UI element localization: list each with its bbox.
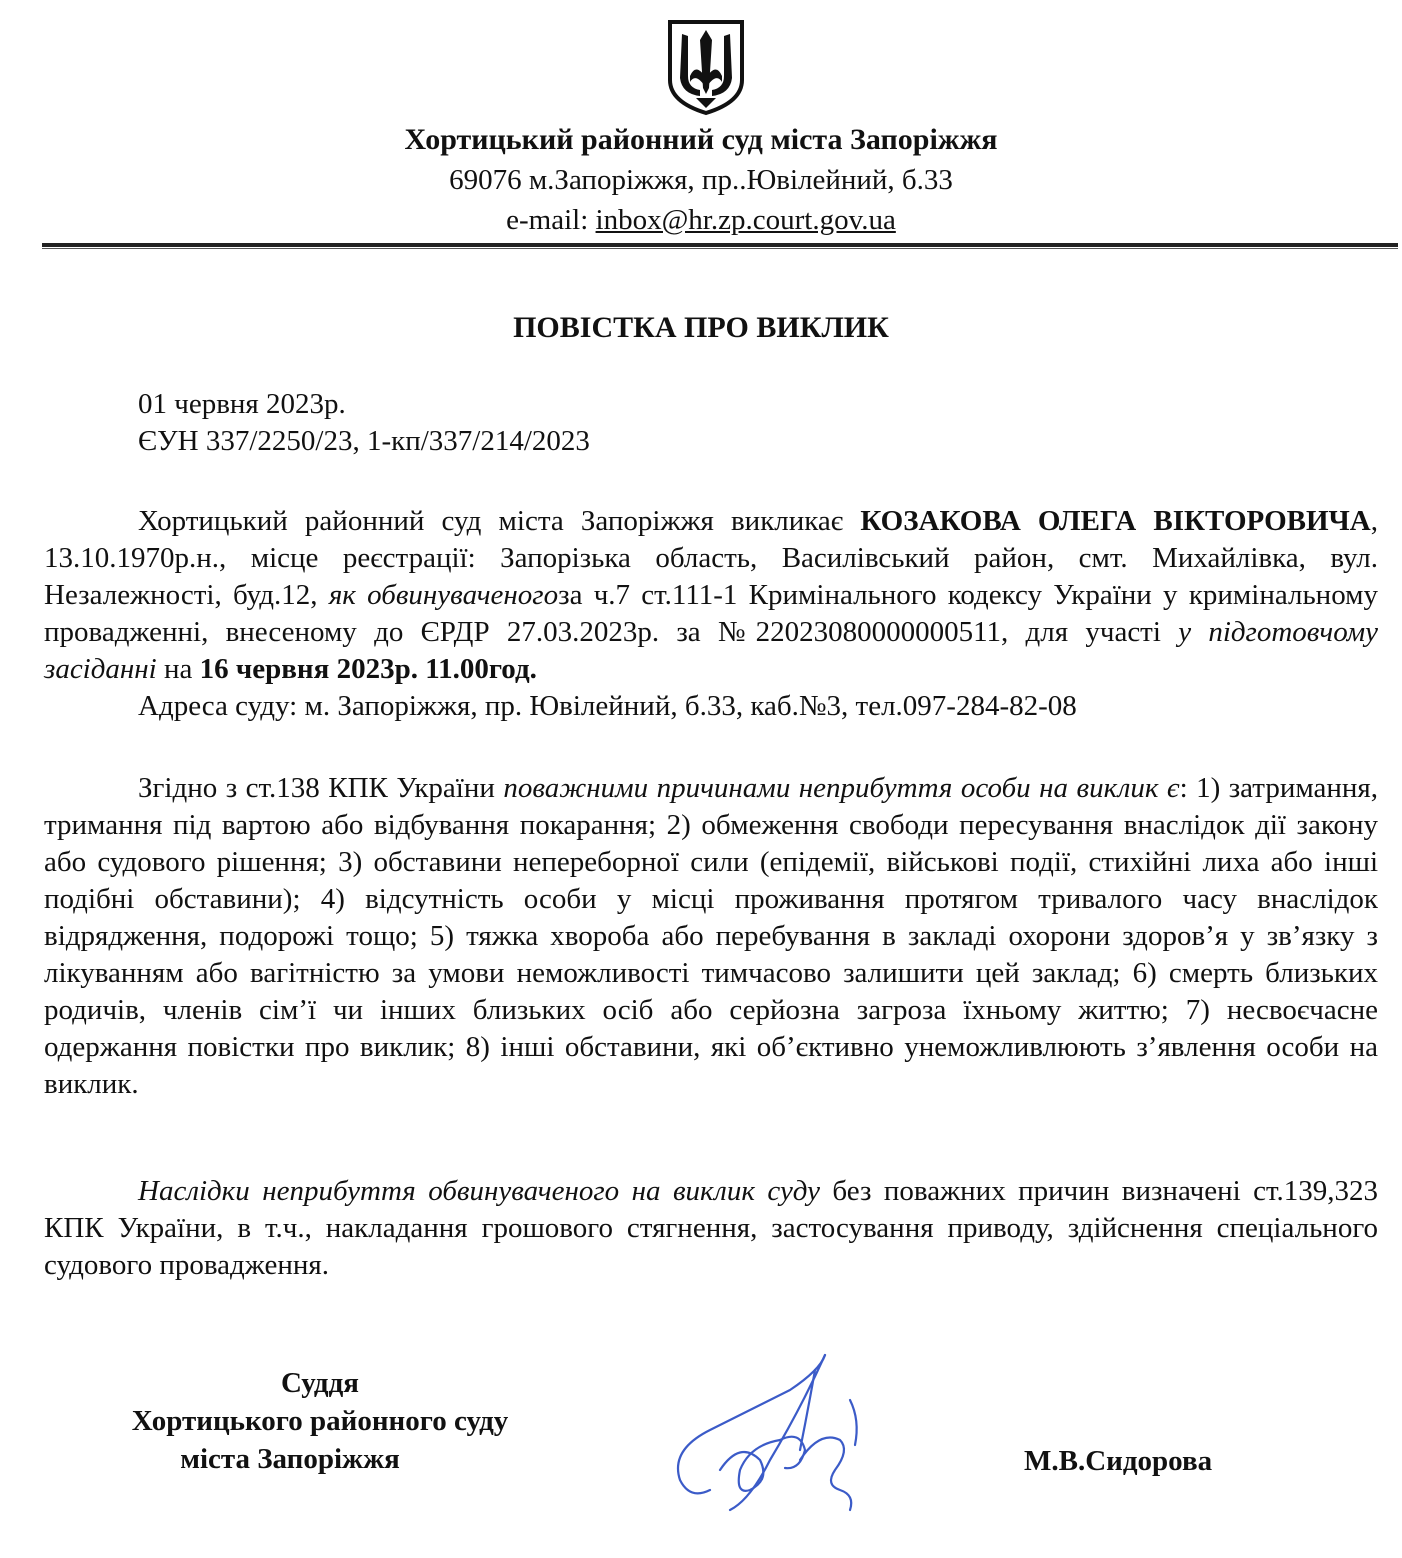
court-address-line: Адреса суду: м. Запоріжжя, пр. Ювілейний, б.33, каб.№3, тел.097-284-82-08 [138,690,1077,722]
consequences-text: без поважних причин визначені ст.139,323 КПК України, в т.ч., накладання грошового стягнення, застосування приводу, здійснення спеціального судового провадження. [44,1175,1378,1281]
consequences-italic: Наслідки неприбуття обвинуваченого на виклик суду [138,1175,820,1207]
case-number: ЄУН 337/2250/23, 1-кп/337/214/2023 [138,425,590,457]
valid-reasons-paragraph [44,770,1378,1103]
header-divider-thin [42,248,1398,249]
accused-role: як обвинуваченого [328,579,559,611]
header-divider [42,243,1398,247]
judge-title: Суддя [281,1367,359,1399]
summons-text: , 13.10.1970р.н., місце реєстрації: Запорізька область, Василівський район, смт. Михайлівка, вул. Незалежності, буд.12, [44,505,1379,611]
summons-text: Хортицький районний суд міста Запоріжжя викликає [138,505,861,537]
reasons-text: Згідно з ст.138 КПК України [138,772,504,804]
consequences-paragraph [44,1173,1378,1284]
document-meta [138,386,590,460]
document-title: ПОВІСТКА ПРО ВИКЛИК [513,311,889,344]
summons-text: за ч.7 ст.111-1 Кримінального кодексу України у кримінальному провадженні, внесеному до ЄРДР 27.03.2023р. за №22023080000000511, для участі [44,579,1378,648]
court-name: Хортицький районний суд міста Запоріжжя [404,123,998,156]
court-header [0,120,1402,240]
reasons-text: : 1) затримання, тримання під вартою або відбування покарання; 2) обмеження свободи пересування внаслідок дії закону або судового рішення; 3) обставини непереборної сили (епідемії, військові події, стихійні лиха або інші подібні обставини); 4) відсутність особи у місці проживання протягом тривалого часу внаслідок відрядження, подорожі тощо; 5) тяжка хвороба або перебування в закладі охорони здоров’я у зв’язку з лікуванням або вагітністю за умови неможливості тимчасово залишити цей заклад; 6) смерть близьких родичів, членів сім’ї чи інших близьких осіб або серйозна загроза їхньому життю; 7) несвоєчасне одержання повістки про виклик; 8) інші обставини, які об’єктивно унеможливлюють з’явлення особи на виклик. [44,772,1378,1100]
judge-title-block [60,1364,580,1478]
judge-city: міста Запоріжжя [180,1443,400,1475]
hearing-type: у підготовчому засіданні [44,616,1378,685]
court-address: 69076 м.Запоріжжя, пр..Ювілейний, б.33 [449,164,953,196]
summons-paragraph [44,503,1378,725]
trident-coat-of-arms-icon [666,18,746,116]
judge-court: Хортицького районного суду [131,1405,509,1437]
accused-name: КОЗАКОВА ОЛЕГА ВІКТОРОВИЧА [860,505,1371,537]
hearing-datetime: 16 червня 2023р. 11.00год. [199,653,537,685]
reasons-italic: поважними причинами неприбуття особи на виклик є [503,772,1180,804]
court-email [0,200,1402,240]
email-label: e-mail: [506,204,596,236]
handwritten-signature [650,1350,890,1520]
email-link[interactable]: inbox@hr.zp.court.gov.ua [595,204,896,236]
summons-text: на [156,653,200,685]
judge-name: М.В.Сидорова [1024,1445,1213,1477]
document-date: 01 червня 2023р. [138,388,346,420]
